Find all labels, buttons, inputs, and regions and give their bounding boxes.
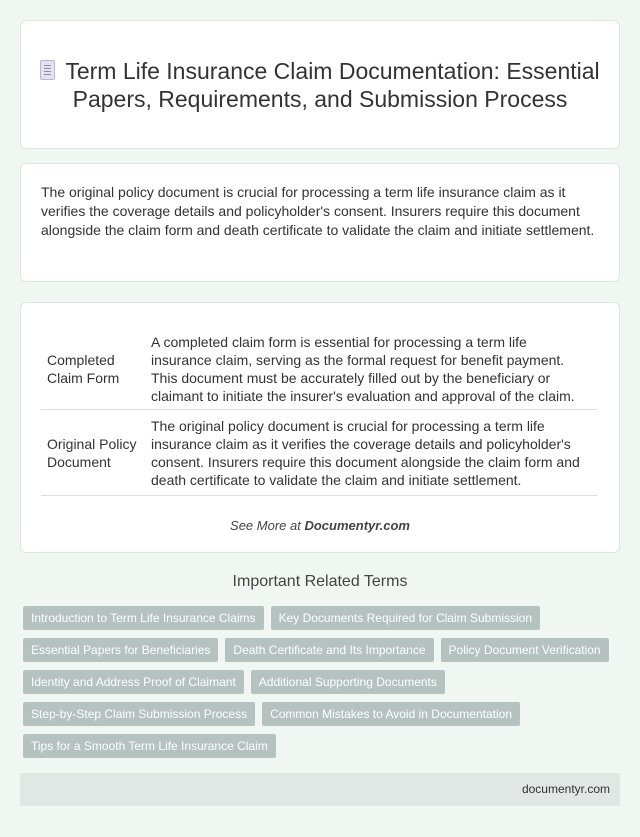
tag-row [23,702,623,726]
tag-row [23,606,623,630]
see-more-link[interactable] [41,518,599,533]
table-row [41,410,597,496]
related-terms-heading: Important Related Terms [232,573,408,590]
documents-table-card [20,302,620,553]
documents-table [41,329,597,496]
see-more-site[interactable]: Documentyr.com [304,518,410,533]
related-term-tag[interactable]: Identity and Address Proof of Claimant [23,670,244,694]
related-term-tag[interactable]: Additional Supporting Documents [251,670,445,694]
tag-row [23,734,623,758]
page-title [40,57,600,113]
related-term-tag[interactable]: Essential Papers for Beneficiaries [23,638,218,662]
document-icon [40,60,55,80]
related-term-tag[interactable]: Key Documents Required for Claim Submission [271,606,540,630]
table-term: Completed Claim Form [41,329,145,410]
title-card [20,20,620,149]
see-more-prefix: See More at [230,518,305,533]
tag-row [23,638,623,662]
table-term: Original Policy Document [41,410,145,496]
table-description: A completed claim form is essential for processing a term life insurance claim, serving as the formal request for benefit payment. This document must be accurately filled out by the beneficiary or claimant to initiate the insurer's evaluation and approval of the claim. [145,329,597,410]
footer [20,773,620,806]
related-term-tag[interactable]: Introduction to Term Life Insurance Claims [23,606,264,630]
footer-site-link[interactable]: documentyr.com [521,782,610,796]
related-term-tag[interactable]: Step-by-Step Claim Submission Process [23,702,255,726]
intro-card [20,163,620,282]
table-description: The original policy document is crucial for processing a term life insurance claim as it verifies the coverage details and policyholder's consent. Insurers require this document alongside the claim form and death certificate to validate the claim and initiate settlement. [145,410,597,496]
table-row [41,329,597,410]
related-term-tag[interactable]: Policy Document Verification [441,638,609,662]
related-term-tag[interactable]: Common Mistakes to Avoid in Documentation [262,702,520,726]
page-title-text: Term Life Insurance Claim Documentation: Essential Papers, Requirements, and Submission Process [65,57,600,112]
related-term-tag[interactable]: Tips for a Smooth Term Life Insurance Claim [23,734,276,758]
related-terms-list [23,606,623,766]
intro-text: The original policy document is crucial for processing a term life insurance claim as it verifies the coverage details and policyholder's consent. Insurers require this document alongside the claim form and death certificate to validate the claim and initiate settlement. [41,184,595,238]
tag-row [23,670,623,694]
related-term-tag[interactable]: Death Certificate and Its Importance [225,638,433,662]
